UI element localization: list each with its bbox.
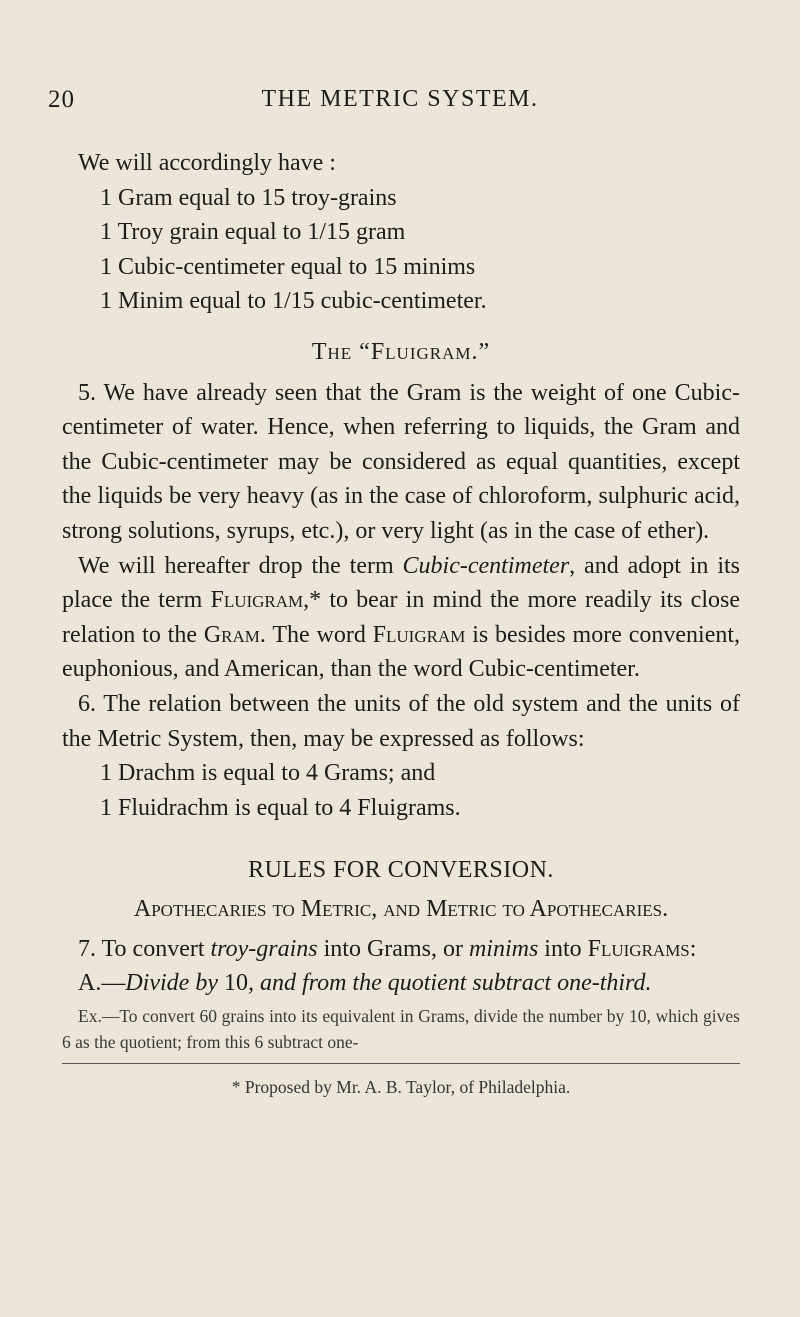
relation-item: 1 Fluidrachm is equal to 4 Fluigrams. bbox=[100, 794, 461, 821]
text-run: into Grams, or bbox=[317, 935, 469, 962]
fluigram-heading: The “Fluigram.” bbox=[311, 338, 491, 365]
text-run: Divide by bbox=[125, 970, 224, 997]
rule-a bbox=[62, 966, 740, 1001]
term-fluigram: Fluigram bbox=[372, 621, 466, 648]
equivalent-item: 1 Gram equal to 15 troy-grains bbox=[100, 184, 397, 211]
text-run: into bbox=[538, 935, 588, 962]
term-gram: Gram bbox=[203, 621, 260, 648]
rules-heading: RULES FOR CONVERSION. bbox=[248, 857, 554, 884]
text-run: We will hereafter drop the term bbox=[78, 552, 403, 579]
equivalents-list bbox=[100, 181, 740, 319]
equivalent-item: 1 Troy grain equal to 1/15 gram bbox=[100, 219, 406, 246]
term-fluigrams: Fluigrams bbox=[587, 935, 690, 962]
rules-subheading: Apothecaries to Metric, and Metric to Apothecaries. bbox=[133, 895, 669, 922]
text-run: is besides more convenient, euphonious, and American, than the word Cubic-centimeter. bbox=[62, 621, 741, 683]
relations-list bbox=[100, 756, 740, 825]
paragraph-6: 6. The relation between the units of the old system and the units of the Metric System, then, may be expressed as follows: bbox=[62, 690, 740, 752]
example-text: Ex.—To convert 60 grains into its equivalent in Grams, divide the number by 10, which gives 6 as the quotient; from this 6 subtract one- bbox=[62, 1006, 740, 1053]
text-run: , and adopt in its place the term bbox=[62, 552, 740, 614]
paragraph-7 bbox=[62, 932, 740, 967]
equivalent-item: 1 Cubic-centimeter equal to 15 minims bbox=[100, 253, 476, 280]
paragraph-5: 5. We have already seen that the Gram is the weight of one Cubic-centimeter of water. Hence, when referring to liquids, the Gram and the Cubic-centimeter may be considered as equal quantities, except the liquids be very heavy (as in the case of chloroform, sulphuric acid, strong solutions, syrups, etc.), or very light (as in the case of ether). bbox=[62, 379, 740, 544]
footnote: * Proposed by Mr. A. B. Taylor, of Philadelphia. bbox=[231, 1077, 571, 1098]
text-run: ,* to bear in mind the more readily its close relation to the bbox=[62, 587, 740, 648]
intro-line: We will accordingly have : bbox=[78, 150, 336, 176]
term-cubic-centimeter: Cubic-centimeter bbox=[402, 552, 570, 579]
relation-item: 1 Drachm is equal to 4 Grams; and bbox=[100, 760, 436, 787]
rule-label: A.— bbox=[78, 970, 126, 997]
page-header bbox=[40, 86, 760, 116]
footnote-rule bbox=[62, 1063, 740, 1064]
term-minims: minims bbox=[468, 935, 539, 962]
text-run: 10 bbox=[223, 970, 248, 997]
paragraph-fluigram bbox=[62, 549, 740, 687]
text-run: . The word bbox=[259, 621, 373, 648]
equivalent-item: 1 Minim equal to 1/15 cubic-centimeter. bbox=[100, 288, 487, 315]
term-fluigram: Fluigram bbox=[210, 587, 304, 614]
page-body bbox=[62, 146, 740, 1105]
text-run: : bbox=[689, 935, 697, 962]
text-run: 7. To convert bbox=[78, 935, 211, 962]
text-run: , and from the quotient subtract one-third. bbox=[247, 970, 652, 997]
page-number: 20 bbox=[48, 86, 75, 113]
running-title: THE METRIC SYSTEM. bbox=[261, 86, 539, 112]
term-troy-grains: troy-grains bbox=[210, 935, 318, 962]
